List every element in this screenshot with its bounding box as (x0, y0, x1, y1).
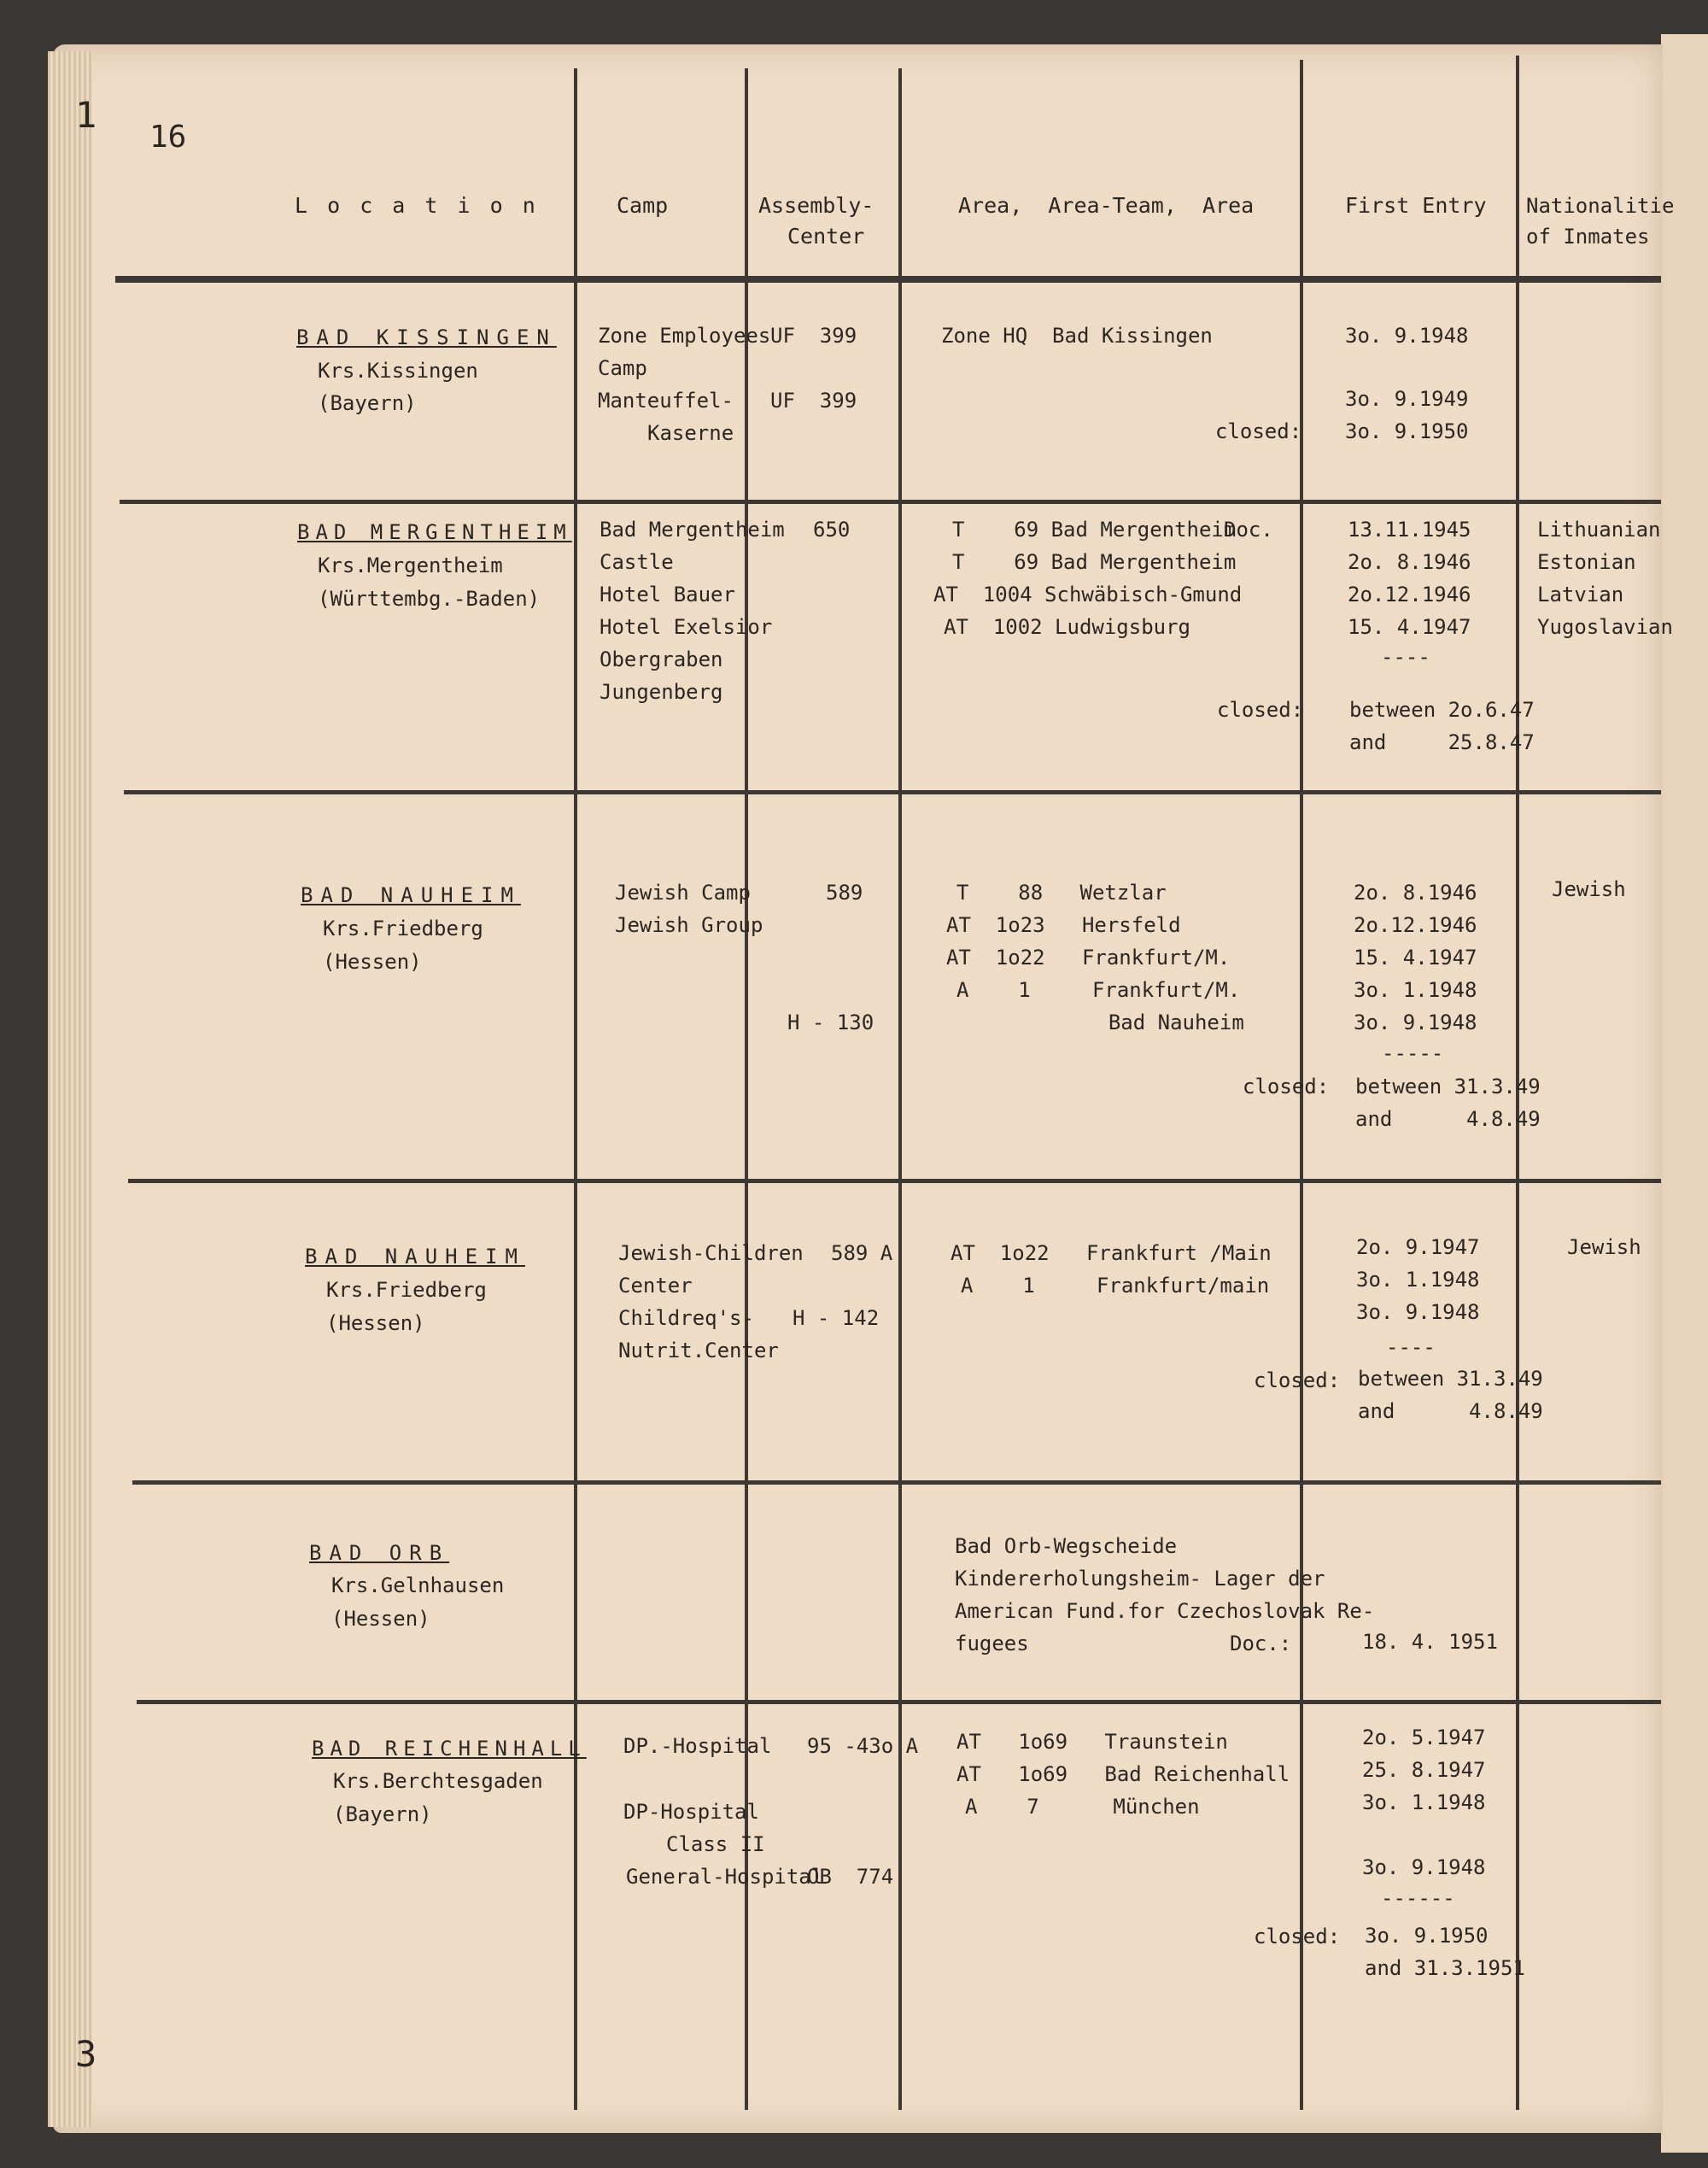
closed-label: closed: (1254, 1368, 1341, 1392)
camp-line: Class II (666, 1832, 765, 1856)
camp-line: Jungenberg (600, 680, 723, 704)
camp-line: Nutrit.Center (618, 1339, 779, 1362)
row-divider-3 (128, 1179, 1661, 1183)
area-line: A 7 München (965, 1795, 1200, 1819)
entry-date: 2o.12.1946 (1354, 913, 1477, 937)
camp-line: Obergraben (600, 647, 723, 671)
area-line: AT 1o22 Frankfurt /Main (951, 1241, 1272, 1265)
area-line: T 88 Wetzlar (956, 881, 1167, 905)
assembly-center: H - 142 (793, 1306, 880, 1330)
area-line: AT 1002 Ludwigsburg (944, 615, 1190, 639)
nationality: Latvian (1537, 583, 1624, 606)
entry-date: 15. 4.1947 (1354, 946, 1477, 970)
camp-line: Zone Employees (598, 324, 771, 348)
state: (Bayern) (318, 391, 417, 415)
camp-line: DP-Hospital (623, 1800, 759, 1824)
entry-date: 2o. 8.1946 (1354, 881, 1477, 905)
assembly-center: 650 (813, 518, 851, 542)
header-camp: Camp (617, 193, 669, 218)
entry-separator: ------ (1381, 1886, 1455, 1910)
entry-date: 13.11.1945 (1348, 518, 1471, 542)
camp-line: Jewish Group (615, 913, 763, 937)
location-name: BAD KISSINGEN (296, 325, 557, 349)
camp-line: Jewish-Children (618, 1241, 804, 1265)
district: Krs.Mergentheim (318, 554, 503, 577)
state: (Hessen) (331, 1607, 430, 1631)
camp-line: Childreq's- (618, 1306, 754, 1330)
state: (Bayern) (333, 1802, 432, 1826)
assembly-center: UF 399 (770, 324, 857, 348)
entry-date: 2o. 9.1947 (1356, 1235, 1480, 1259)
camp-line: Kaserne (647, 421, 734, 445)
header-first-entry: First Entry (1345, 193, 1487, 218)
district: Krs.Friedberg (326, 1278, 487, 1302)
header-nationalities-1: Nationalitie (1526, 194, 1675, 218)
area-line: AT 1004 Schwäbisch-Gmund (933, 583, 1243, 606)
closed-label: closed: (1254, 1925, 1341, 1948)
camp-line: Camp (598, 356, 647, 380)
doc-label: Doc. (1224, 518, 1273, 542)
area-line: T 69 Bad Mergentheim (952, 550, 1237, 574)
entry-date: 3o. 1.1948 (1356, 1268, 1480, 1292)
entry-date: between 31.3.49 (1358, 1367, 1543, 1391)
entry-separator: ---- (1386, 1335, 1436, 1359)
assembly-center: 589 A (831, 1241, 893, 1265)
entry-date: 2o. 5.1947 (1362, 1726, 1486, 1749)
entry-date: 3o. 9.1948 (1354, 1011, 1477, 1034)
location-name: BAD NAUHEIM (301, 883, 521, 907)
closed-label: closed: (1243, 1075, 1330, 1099)
assembly-center: 589 (826, 881, 863, 905)
header-assembly-2: Center (787, 224, 865, 249)
district: Krs.Berchtesgaden (333, 1769, 543, 1793)
camp-line: Jewish Camp (615, 881, 751, 905)
area-line: A 1 Frankfurt/main (961, 1274, 1270, 1298)
assembly-center: H - 130 (787, 1011, 874, 1034)
entry-date: 3o. 9.1948 (1345, 324, 1469, 348)
nationality: Yugoslavian (1537, 615, 1673, 639)
margin-mark-bottom: 3 (75, 2033, 97, 2075)
entry-date: 2o. 8.1946 (1348, 550, 1471, 574)
entry-date: 3o. 9.1950 (1365, 1924, 1489, 1948)
row-divider-4 (132, 1480, 1661, 1485)
page-stack-edge (48, 51, 92, 2127)
area-line: AT 1o23 Hersfeld (946, 913, 1181, 937)
entry-date: 15. 4.1947 (1348, 615, 1471, 639)
entry-date: 3o. 9.1950 (1345, 419, 1469, 443)
entry-date: 3o. 9.1948 (1356, 1300, 1480, 1324)
entry-date: between 31.3.49 (1355, 1075, 1541, 1099)
entry-date: and 4.8.49 (1358, 1399, 1543, 1423)
entry-date: 2o.12.1946 (1348, 583, 1471, 606)
camp-line: DP.-Hospital (623, 1734, 772, 1758)
assembly-center: OB 774 (807, 1865, 894, 1889)
entry-date: 25. 8.1947 (1362, 1758, 1486, 1782)
location-name: BAD REICHENHALL (312, 1737, 587, 1761)
margin-mark-top: 1 (75, 94, 97, 136)
area-line: A 1 Frankfurt/M. (956, 978, 1241, 1002)
area-line: Zone HQ Bad Kissingen (941, 324, 1213, 348)
camp-line: Bad Mergentheim (600, 518, 785, 542)
entry-date: 18. 4. 1951 (1362, 1630, 1498, 1654)
state: (Hessen) (323, 950, 422, 974)
camp-line: Castle (600, 550, 674, 574)
entry-date: between 2o.6.47 (1349, 698, 1535, 722)
area-line: AT 1o22 Frankfurt/M. (946, 946, 1231, 970)
area-line: AT 1o69 Traunstein (956, 1730, 1228, 1754)
location-name: BAD MERGENTHEIM (297, 520, 572, 544)
area-line: Bad Nauheim (948, 1011, 1244, 1034)
location-name: BAD ORB (309, 1541, 450, 1565)
state: (Hessen) (326, 1311, 425, 1335)
closed-label: closed: (1217, 698, 1304, 722)
closed-label: closed: (1215, 419, 1302, 443)
doc-label: Doc.: (1230, 1632, 1292, 1655)
page-number: 16 (149, 120, 187, 155)
area-line: AT 1o69 Bad Reichenhall (956, 1762, 1290, 1786)
location-name: BAD NAUHEIM (305, 1245, 525, 1269)
entry-separator: ---- (1381, 645, 1430, 669)
district: Krs.Friedberg (323, 917, 483, 940)
district: Krs.Kissingen (318, 359, 478, 383)
nationality: Jewish (1567, 1235, 1641, 1259)
header-assembly-1: Assembly- (758, 193, 874, 218)
state: (Württembg.-Baden) (318, 587, 541, 611)
nationality: Lithuanian (1537, 518, 1661, 542)
row-divider-1 (120, 500, 1661, 504)
area-line: T 69 Bad Mergentheim (952, 518, 1237, 542)
nationality: Estonian (1537, 550, 1636, 574)
header-area: Area, Area-Team, Area (958, 193, 1255, 218)
entry-date: 3o. 9.1949 (1345, 387, 1469, 411)
column-divider-assembly-area (898, 68, 902, 2110)
camp-line: Center (618, 1274, 693, 1298)
camp-line: Hotel Exelsior (600, 615, 773, 639)
camp-line: Manteuffel- (598, 389, 734, 413)
next-page-edge (1661, 34, 1708, 2153)
district: Krs.Gelnhausen (331, 1573, 505, 1597)
entry-date: 3o. 9.1948 (1362, 1855, 1486, 1879)
row-divider-2 (124, 790, 1661, 794)
area-line: American Fund.for Czechoslovak Re- (955, 1599, 1375, 1623)
header-nationalities-2: of Inmates (1526, 225, 1650, 249)
entry-date: 3o. 1.1948 (1354, 978, 1477, 1002)
header-location: L o c a t i o n (295, 193, 539, 218)
area-line: fugees (955, 1632, 1029, 1655)
area-line: Bad Orb-Wegscheide (955, 1534, 1178, 1558)
header-rule (115, 276, 1661, 283)
assembly-center: UF 399 (770, 389, 857, 413)
entry-separator: ----- (1382, 1041, 1444, 1065)
camp-line: General-Hospital (626, 1865, 824, 1889)
column-divider-location-camp (574, 68, 577, 2110)
assembly-center: 95 -43o A (807, 1734, 919, 1758)
entry-date: and 31.3.1951 (1365, 1956, 1525, 1980)
camp-line: Hotel Bauer (600, 583, 735, 606)
entry-date: and 4.8.49 (1355, 1107, 1541, 1131)
entry-date: and 25.8.47 (1349, 730, 1535, 754)
row-divider-5 (137, 1700, 1661, 1704)
area-line: Kindererholungsheim- Lager der (955, 1567, 1325, 1591)
nationality: Jewish (1552, 877, 1626, 901)
entry-date: 3o. 1.1948 (1362, 1790, 1486, 1814)
